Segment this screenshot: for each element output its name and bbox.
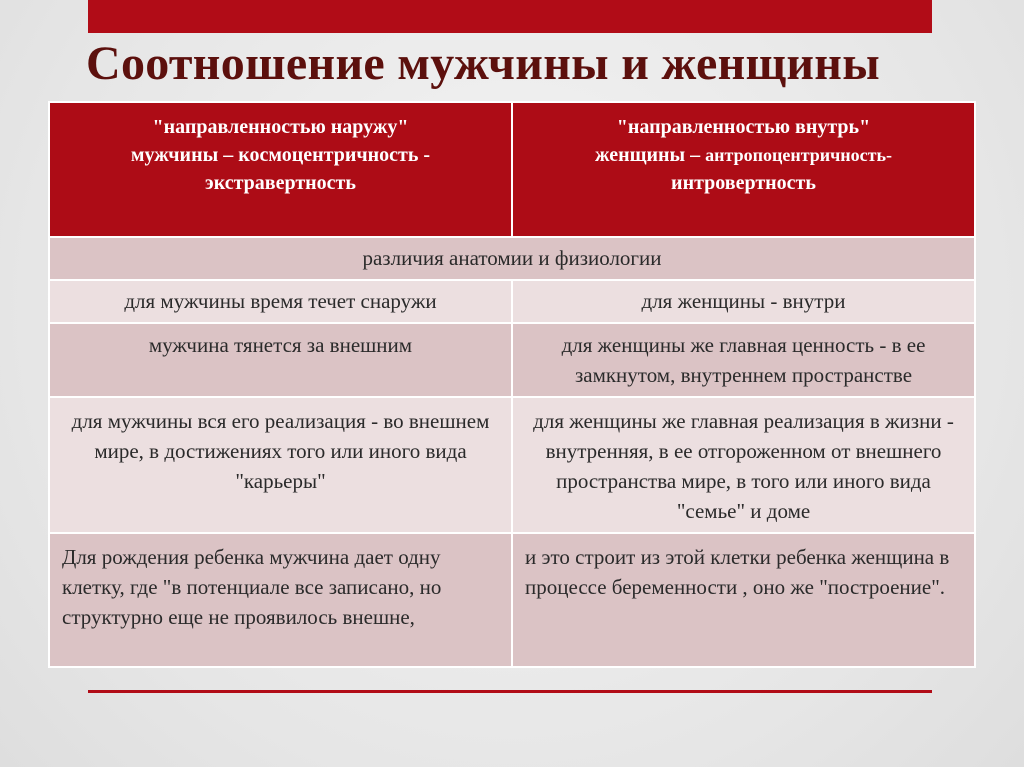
top-accent-bar [88, 0, 932, 33]
header-women-line2a: женщины – [594, 144, 706, 166]
table-cell-men: Для рождения ребенка мужчина дает одну клетку, где "в потенциале все записано, но структурно еще не проявилось внешне, [49, 533, 512, 667]
table-cell-women: для женщины - внутри [512, 280, 975, 323]
comparison-table [48, 101, 976, 668]
header-cell-women [512, 102, 975, 237]
table-cell-men: для мужчины время течет снаружи [49, 280, 512, 323]
slide-title: Соотношение мужчины и женщины [86, 37, 881, 90]
table-cell-men: мужчина тянется за внешним [49, 323, 512, 397]
table-row [49, 533, 975, 667]
bottom-accent-line [88, 690, 932, 693]
header-men-line2: мужчины – космоцентричность - [130, 144, 431, 166]
header-men-line1: "направленностью наружу" [152, 116, 409, 138]
table-cell-full: различия анатомии и физиологии [49, 237, 975, 280]
header-women-line3: интровертность [671, 172, 816, 194]
table-row [49, 323, 975, 397]
header-women-line1: "направленностью внутрь" [616, 116, 871, 138]
table-cell-women: и это строит из этой клетки ребенка женщина в процессе беременности , оно же "построение". [512, 533, 975, 667]
table-row [49, 280, 975, 323]
header-women-line2b: антропоцентричность- [705, 145, 893, 165]
table-row [49, 397, 975, 533]
header-men-line3: экстравертность [205, 172, 356, 194]
table-row [49, 237, 975, 280]
header-women-line2 [523, 141, 964, 169]
table-cell-women: для женщины же главная ценность - в ее замкнутом, внутреннем пространстве [512, 323, 975, 397]
table-cell-women: для женщины же главная реализация в жизни - внутренняя, в ее отгороженном от внешнего пространства мире, в того или иного вида "семье" и доме [512, 397, 975, 533]
table-header-row [49, 102, 975, 237]
table-cell-men: для мужчины вся его реализация - во внешнем мире, в достижениях того или иного вида "карьеры" [49, 397, 512, 533]
header-cell-men [49, 102, 512, 237]
